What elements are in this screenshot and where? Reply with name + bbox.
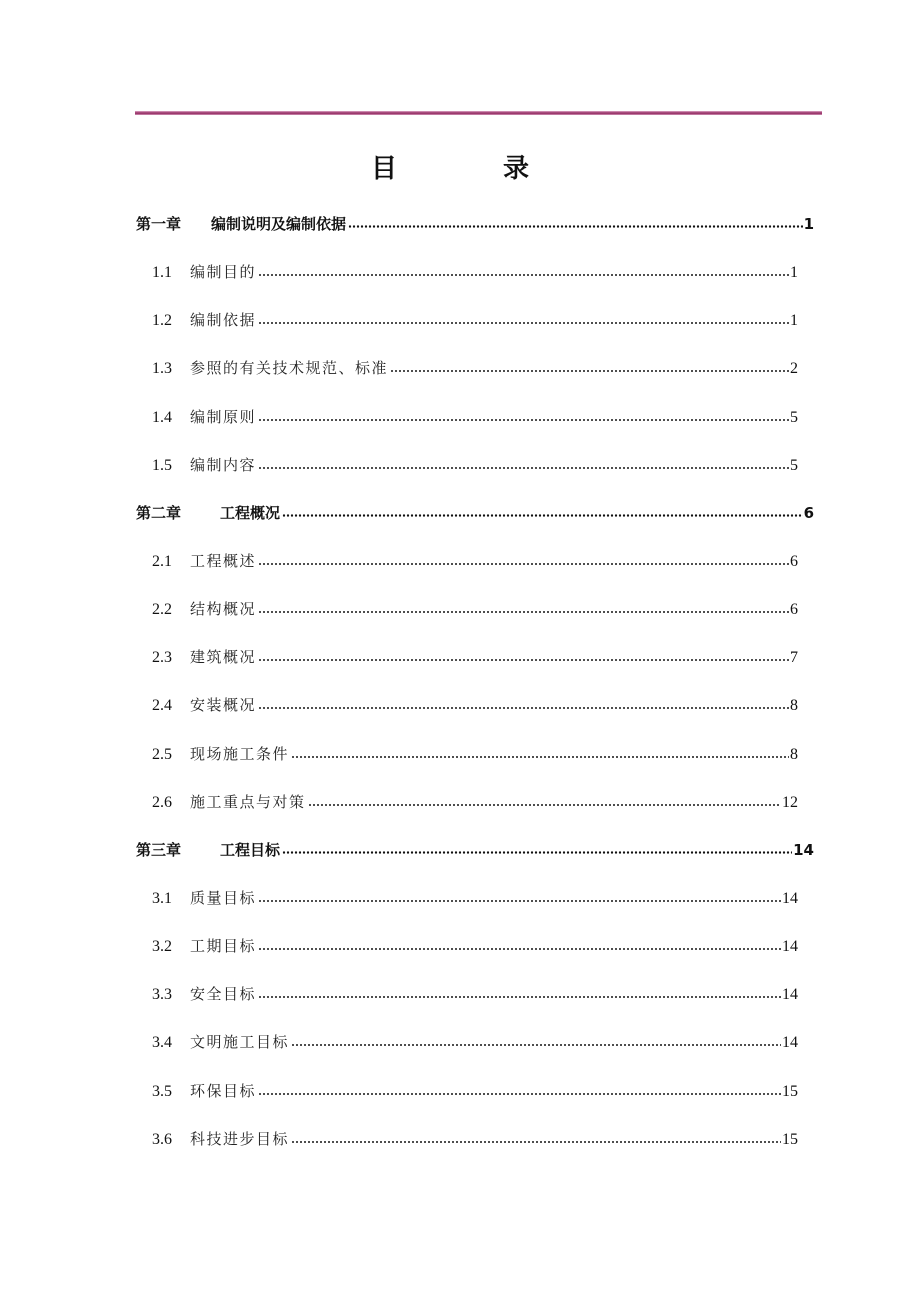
toc-chapter-1[interactable]: [136, 212, 814, 260]
toc-section-3-6[interactable]: [136, 1127, 814, 1175]
toc-label: 质量目标: [190, 888, 257, 907]
toc-number: 1.2: [152, 312, 172, 330]
toc-page-number: 5: [790, 456, 798, 474]
toc-section-3-5[interactable]: [136, 1079, 814, 1127]
toc-label: 工程概况: [220, 503, 281, 522]
toc-page-number: 12: [782, 793, 798, 811]
toc-chapter-3[interactable]: [136, 838, 814, 886]
dot-leader: [258, 552, 789, 566]
toc-page-number: 6: [790, 552, 798, 570]
toc-page-number: 14: [782, 986, 798, 1004]
toc-section-1-4[interactable]: [136, 405, 814, 453]
toc-label: 建筑概况: [190, 648, 257, 667]
toc-section-2-1[interactable]: [136, 549, 814, 597]
dot-leader: [282, 504, 803, 518]
toc-page-number: 8: [790, 697, 798, 715]
toc-number: 第三章: [136, 840, 182, 859]
toc-section-3-2[interactable]: [136, 934, 814, 982]
toc-label: 安全目标: [190, 985, 257, 1004]
dot-leader: [291, 1033, 781, 1047]
toc-page-number: 7: [790, 649, 798, 667]
dot-leader: [258, 456, 789, 470]
dot-leader: [308, 793, 781, 807]
toc-number: 2.4: [152, 697, 172, 715]
toc-section-1-5[interactable]: [136, 453, 814, 501]
header-rule: [135, 111, 822, 115]
dot-leader: [258, 1082, 781, 1096]
toc-page-number: 1: [790, 264, 798, 282]
toc-label: 工程目标: [220, 840, 281, 859]
toc-label: 编制说明及编制依据: [211, 215, 347, 233]
toc-number: 1.4: [152, 408, 172, 426]
toc-page-number: 14: [782, 938, 798, 956]
toc-number: 3.5: [152, 1082, 172, 1100]
toc-page-number: 1: [790, 312, 798, 330]
toc-number: 第一章: [136, 215, 182, 233]
toc-title: 目 录: [370, 154, 569, 184]
toc-page-number: 14: [782, 889, 798, 907]
toc-page-number: 8: [790, 745, 798, 763]
toc-number: 2.5: [152, 745, 172, 763]
toc-number: 2.6: [152, 793, 172, 811]
dot-leader: [258, 648, 789, 662]
toc-page-number: 14: [793, 840, 814, 859]
dot-leader: [282, 841, 792, 855]
toc-label: 结构概况: [190, 600, 257, 619]
toc-number: 3.6: [152, 1130, 172, 1148]
toc-number: 1.5: [152, 456, 172, 474]
toc-number: 第二章: [136, 503, 182, 522]
dot-leader: [258, 937, 781, 951]
dot-leader: [390, 359, 789, 373]
toc-number: 3.2: [152, 938, 172, 956]
table-of-contents: [136, 212, 814, 1175]
toc-page-number: 15: [782, 1130, 798, 1148]
toc-label: 编制依据: [190, 311, 257, 330]
toc-label: 环保目标: [190, 1081, 257, 1100]
toc-label: 文明施工目标: [190, 1033, 290, 1052]
toc-page-number: 14: [782, 1034, 798, 1052]
toc-number: 3.4: [152, 1034, 172, 1052]
toc-chapter-2[interactable]: [136, 501, 814, 549]
toc-page-number: 1: [803, 215, 814, 233]
toc-section-2-2[interactable]: [136, 597, 814, 645]
toc-section-1-2[interactable]: [136, 308, 814, 356]
toc-section-3-3[interactable]: [136, 982, 814, 1030]
toc-label: 现场施工条件: [190, 744, 290, 763]
toc-section-2-6[interactable]: [136, 790, 814, 838]
toc-number: 2.3: [152, 649, 172, 667]
toc-label: 安装概况: [190, 696, 257, 715]
toc-label: 工期目标: [190, 937, 257, 956]
toc-label: 工程概述: [190, 551, 257, 570]
toc-number: 2.2: [152, 601, 172, 619]
dot-leader: [258, 696, 789, 710]
dot-leader: [258, 408, 789, 422]
dot-leader: [348, 215, 803, 229]
toc-label: 科技进步目标: [190, 1129, 290, 1148]
dot-leader: [258, 600, 789, 614]
toc-label: 参照的有关技术规范、标准: [190, 359, 389, 378]
toc-label: 施工重点与对策: [190, 792, 306, 811]
toc-section-2-5[interactable]: [136, 742, 814, 790]
toc-section-2-4[interactable]: [136, 693, 814, 741]
toc-page-number: 6: [803, 503, 814, 522]
toc-section-3-1[interactable]: [136, 886, 814, 934]
dot-leader: [258, 311, 789, 325]
toc-page-number: 15: [782, 1082, 798, 1100]
dot-leader: [258, 889, 781, 903]
dot-leader: [258, 263, 789, 277]
toc-label: 编制目的: [190, 263, 257, 282]
toc-page-number: 6: [790, 601, 798, 619]
toc-page-number: 5: [790, 408, 798, 426]
toc-page-number: 2: [790, 360, 798, 378]
toc-number: 2.1: [152, 552, 172, 570]
toc-section-1-1[interactable]: [136, 260, 814, 308]
toc-section-2-3[interactable]: [136, 645, 814, 693]
toc-number: 3.1: [152, 889, 172, 907]
toc-number: 1.3: [152, 360, 172, 378]
toc-label: 编制内容: [190, 455, 257, 474]
dot-leader: [258, 985, 781, 999]
dot-leader: [291, 745, 789, 759]
toc-number: 1.1: [152, 264, 172, 282]
toc-label: 编制原则: [190, 407, 257, 426]
toc-section-1-3[interactable]: [136, 356, 814, 404]
toc-number: 3.3: [152, 986, 172, 1004]
toc-section-3-4[interactable]: [136, 1030, 814, 1078]
dot-leader: [291, 1130, 781, 1144]
